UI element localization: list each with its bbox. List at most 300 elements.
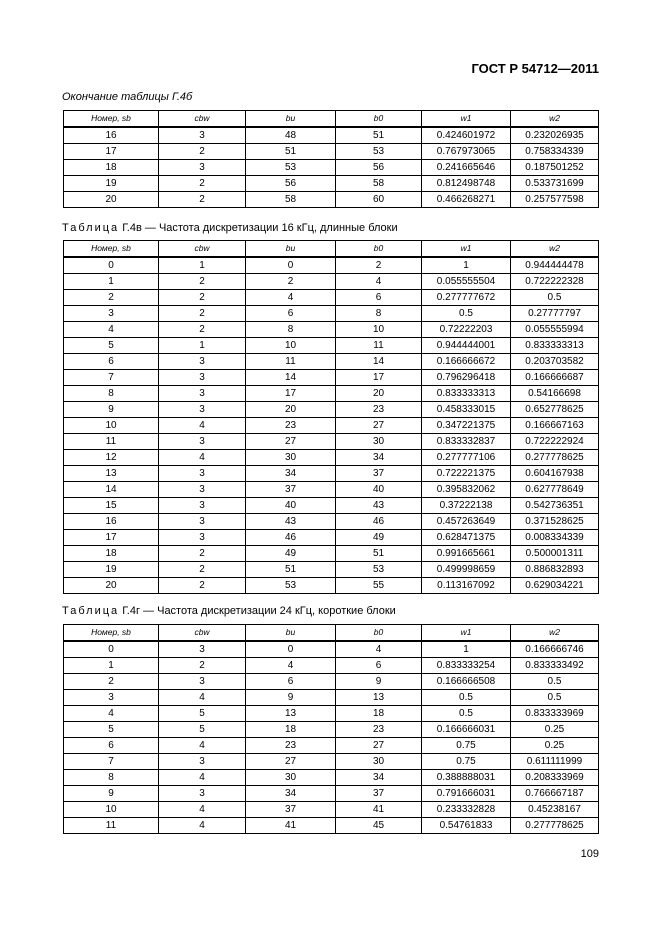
table-cell: 40 — [336, 482, 422, 498]
table-cell: 10 — [64, 802, 159, 818]
table-cell: 51 — [336, 546, 422, 562]
table-cell: 0.796296418 — [422, 370, 511, 386]
table-cell: 6 — [336, 290, 422, 306]
table-row — [64, 802, 599, 818]
table-caption — [62, 605, 396, 617]
table-cell: 46 — [336, 514, 422, 530]
column-header: w1 — [422, 625, 511, 642]
table-cell: 9 — [64, 786, 159, 802]
table-cell: 0.466268271 — [422, 192, 511, 208]
table-row — [64, 641, 599, 658]
table-cell: 2 — [159, 578, 246, 594]
caption-text: Г.4в — Частота дискретизации 16 кГц, длинные блоки — [119, 222, 398, 234]
table-cell: 0.542736351 — [511, 498, 599, 514]
table-cell: 43 — [246, 514, 336, 530]
table-row — [64, 482, 599, 498]
table-cell: 8 — [64, 386, 159, 402]
table-cell: 0 — [246, 257, 336, 274]
table-cell: 0.008334339 — [511, 530, 599, 546]
table-cell: 34 — [336, 770, 422, 786]
data-table-g4b-end — [63, 110, 599, 208]
table-cell: 11 — [64, 818, 159, 834]
table-cell: 5 — [159, 706, 246, 722]
table-cell: 2 — [159, 322, 246, 338]
table-cell: 0.45238167 — [511, 802, 599, 818]
table-cell: 1 — [422, 257, 511, 274]
column-header: Номер, sb — [64, 625, 159, 642]
table-cell: 3 — [159, 127, 246, 144]
table-cell: 17 — [336, 370, 422, 386]
table-cell: 2 — [64, 674, 159, 690]
table-cell: 6 — [64, 738, 159, 754]
table-cell: 0.833333313 — [422, 386, 511, 402]
table-row — [64, 658, 599, 674]
table-cell: 51 — [336, 127, 422, 144]
table-cell: 0.25 — [511, 738, 599, 754]
table-cell: 4 — [336, 274, 422, 290]
table-cell: 14 — [246, 370, 336, 386]
table-cell: 3 — [159, 370, 246, 386]
table-cell: 56 — [246, 176, 336, 192]
table-cell: 6 — [246, 674, 336, 690]
column-header: b0 — [336, 241, 422, 258]
table-cell: 3 — [159, 466, 246, 482]
table-cell: 1 — [422, 641, 511, 658]
table-row — [64, 450, 599, 466]
column-header: b0 — [336, 111, 422, 128]
table-cell: 10 — [64, 418, 159, 434]
table-cell: 4 — [159, 690, 246, 706]
table-cell: 4 — [159, 738, 246, 754]
table-cell: 0.5 — [511, 690, 599, 706]
table-cell: 0.758334339 — [511, 144, 599, 160]
table-cell: 5 — [64, 338, 159, 354]
table-cell: 9 — [64, 402, 159, 418]
column-header: bu — [246, 111, 336, 128]
table-cell: 0.166667163 — [511, 418, 599, 434]
table-cell: 0 — [64, 641, 159, 658]
caption-prefix: Таблица — [62, 605, 120, 617]
table-cell: 3 — [159, 434, 246, 450]
table-cell: 9 — [246, 690, 336, 706]
table-cell: 13 — [64, 466, 159, 482]
table-cell: 2 — [159, 274, 246, 290]
table-cell: 2 — [64, 290, 159, 306]
table-cell: 20 — [64, 578, 159, 594]
table-cell: 3 — [159, 514, 246, 530]
table-cell: 2 — [159, 192, 246, 208]
table-cell: 0.722222924 — [511, 434, 599, 450]
table-cell: 3 — [159, 402, 246, 418]
table-cell: 0.833333254 — [422, 658, 511, 674]
table-cell: 1 — [64, 274, 159, 290]
table-cell: 0.458333015 — [422, 402, 511, 418]
table-cell: 0.5 — [422, 690, 511, 706]
table-cell: 0.37222138 — [422, 498, 511, 514]
table-cell: 3 — [64, 306, 159, 322]
table-cell: 3 — [159, 674, 246, 690]
table-cell: 2 — [159, 562, 246, 578]
table-cell: 58 — [246, 192, 336, 208]
column-header: bu — [246, 625, 336, 642]
column-header: w1 — [422, 241, 511, 258]
table-cell: 6 — [336, 658, 422, 674]
table-row — [64, 498, 599, 514]
table-cell: 0.54166698 — [511, 386, 599, 402]
table-cell: 53 — [336, 144, 422, 160]
table-header-row — [64, 111, 599, 128]
caption-text: Окончание таблицы Г.4б — [62, 91, 193, 103]
table-cell: 60 — [336, 192, 422, 208]
table-cell: 51 — [246, 144, 336, 160]
table-cell: 17 — [246, 386, 336, 402]
table-cell: 0.75 — [422, 738, 511, 754]
table-cell: 0.277777106 — [422, 450, 511, 466]
table-cell: 16 — [64, 514, 159, 530]
table-cell: 0.5 — [511, 674, 599, 690]
table-cell: 0.203703582 — [511, 354, 599, 370]
table-cell: 6 — [246, 306, 336, 322]
table-cell: 19 — [64, 176, 159, 192]
table-cell: 4 — [64, 706, 159, 722]
table-caption — [62, 222, 398, 234]
table-cell: 3 — [159, 754, 246, 770]
table-cell: 53 — [246, 160, 336, 176]
table-cell: 20 — [336, 386, 422, 402]
column-header: Номер, sb — [64, 111, 159, 128]
table-cell: 58 — [336, 176, 422, 192]
table-row — [64, 257, 599, 274]
table-cell: 0.055555504 — [422, 274, 511, 290]
table-cell: 3 — [64, 690, 159, 706]
table-caption — [62, 91, 192, 103]
table-cell: 2 — [246, 274, 336, 290]
table-cell: 37 — [336, 466, 422, 482]
table-cell: 0.75 — [422, 754, 511, 770]
table-cell: 0.395832062 — [422, 482, 511, 498]
table-cell: 0.166666672 — [422, 354, 511, 370]
table-cell: 3 — [159, 354, 246, 370]
column-header: w2 — [511, 625, 599, 642]
table-cell: 0.628471375 — [422, 530, 511, 546]
table-cell: 13 — [336, 690, 422, 706]
table-cell: 2 — [159, 546, 246, 562]
table-cell: 49 — [246, 546, 336, 562]
table-cell: 56 — [336, 160, 422, 176]
table-cell: 9 — [336, 674, 422, 690]
table-cell: 0.187501252 — [511, 160, 599, 176]
table-cell: 6 — [64, 354, 159, 370]
table-cell: 0.72222203 — [422, 322, 511, 338]
document-code: ГОСТ Р 54712—2011 — [471, 61, 599, 76]
table-cell: 5 — [159, 722, 246, 738]
table-cell: 0.500001311 — [511, 546, 599, 562]
table-cell: 0.604167938 — [511, 466, 599, 482]
table-row — [64, 160, 599, 176]
table-row — [64, 370, 599, 386]
table-cell: 40 — [246, 498, 336, 514]
table-cell: 0.457263649 — [422, 514, 511, 530]
table-cell: 0.791666031 — [422, 786, 511, 802]
column-header: cbw — [159, 111, 246, 128]
table-row — [64, 338, 599, 354]
table-cell: 27 — [246, 754, 336, 770]
table-cell: 7 — [64, 370, 159, 386]
table-cell: 8 — [336, 306, 422, 322]
table-cell: 18 — [64, 546, 159, 562]
table-cell: 4 — [64, 322, 159, 338]
table-row — [64, 402, 599, 418]
table-cell: 10 — [336, 322, 422, 338]
table-cell: 0.54761833 — [422, 818, 511, 834]
table-cell: 14 — [336, 354, 422, 370]
table-cell: 11 — [64, 434, 159, 450]
table-cell: 0.767973065 — [422, 144, 511, 160]
table-cell: 0.371528625 — [511, 514, 599, 530]
table-cell: 20 — [246, 402, 336, 418]
table-cell: 0.166666031 — [422, 722, 511, 738]
table-row — [64, 127, 599, 144]
table-cell: 34 — [246, 466, 336, 482]
table-row — [64, 546, 599, 562]
table-row — [64, 514, 599, 530]
table-cell: 0.257577598 — [511, 192, 599, 208]
table-cell: 2 — [159, 290, 246, 306]
table-cell: 51 — [246, 562, 336, 578]
column-header: Номер, sb — [64, 241, 159, 258]
table-cell: 18 — [246, 722, 336, 738]
table-row — [64, 466, 599, 482]
table-cell: 8 — [246, 322, 336, 338]
table-cell: 3 — [159, 786, 246, 802]
table-cell: 30 — [336, 434, 422, 450]
table-row — [64, 722, 599, 738]
table-cell: 16 — [64, 127, 159, 144]
table-row — [64, 674, 599, 690]
table-row — [64, 770, 599, 786]
table-cell: 2 — [159, 144, 246, 160]
table-row — [64, 738, 599, 754]
table-cell: 2 — [159, 658, 246, 674]
table-cell: 0.277778625 — [511, 450, 599, 466]
table-row — [64, 578, 599, 594]
table-cell: 2 — [159, 306, 246, 322]
table-cell: 12 — [64, 450, 159, 466]
table-cell: 3 — [159, 386, 246, 402]
table-cell: 13 — [246, 706, 336, 722]
data-table-g4g — [63, 624, 599, 834]
table-row — [64, 434, 599, 450]
table-cell: 0.166666687 — [511, 370, 599, 386]
table-cell: 3 — [159, 530, 246, 546]
table-cell: 0.499998659 — [422, 562, 511, 578]
table-cell: 0.629034221 — [511, 578, 599, 594]
table-row — [64, 192, 599, 208]
table-cell: 45 — [336, 818, 422, 834]
table-cell: 30 — [336, 754, 422, 770]
table-cell: 0.722221375 — [422, 466, 511, 482]
table-cell: 0.944444001 — [422, 338, 511, 354]
table-cell: 4 — [336, 641, 422, 658]
column-header: cbw — [159, 241, 246, 258]
table-cell: 37 — [246, 482, 336, 498]
table-cell: 2 — [336, 257, 422, 274]
table-cell: 8 — [64, 770, 159, 786]
table-row — [64, 786, 599, 802]
table-row — [64, 354, 599, 370]
table-row — [64, 386, 599, 402]
table-cell: 10 — [246, 338, 336, 354]
table-cell: 0.25 — [511, 722, 599, 738]
table-cell: 0.5 — [511, 290, 599, 306]
table-row — [64, 690, 599, 706]
table-cell: 0.944444478 — [511, 257, 599, 274]
table-cell: 7 — [64, 754, 159, 770]
table-cell: 55 — [336, 578, 422, 594]
table-cell: 27 — [336, 738, 422, 754]
table-cell: 0.886832893 — [511, 562, 599, 578]
table-row — [64, 818, 599, 834]
table-cell: 1 — [159, 338, 246, 354]
table-cell: 53 — [246, 578, 336, 594]
table-cell: 23 — [336, 402, 422, 418]
caption-text: Г.4г — Частота дискретизации 24 кГц, короткие блоки — [119, 605, 396, 617]
table-cell: 30 — [246, 770, 336, 786]
column-header: b0 — [336, 625, 422, 642]
table-cell: 23 — [246, 418, 336, 434]
table-cell: 4 — [246, 658, 336, 674]
table-cell: 15 — [64, 498, 159, 514]
table-header-row — [64, 625, 599, 642]
table-cell: 0.113167092 — [422, 578, 511, 594]
table-cell: 11 — [246, 354, 336, 370]
table-cell: 0.833333969 — [511, 706, 599, 722]
table-cell: 0.424601972 — [422, 127, 511, 144]
table-cell: 41 — [336, 802, 422, 818]
column-header: w2 — [511, 241, 599, 258]
table-cell: 3 — [159, 160, 246, 176]
table-cell: 0.652778625 — [511, 402, 599, 418]
table-row — [64, 306, 599, 322]
table-cell: 30 — [246, 450, 336, 466]
table-cell: 4 — [159, 770, 246, 786]
page-number: 109 — [580, 848, 599, 860]
table-cell: 4 — [246, 290, 336, 306]
column-header: w2 — [511, 111, 599, 128]
table-cell: 3 — [159, 482, 246, 498]
table-cell: 4 — [159, 818, 246, 834]
table-row — [64, 562, 599, 578]
table-cell: 0.833333313 — [511, 338, 599, 354]
table-cell: 17 — [64, 530, 159, 546]
column-header: w1 — [422, 111, 511, 128]
table-cell: 0.166666508 — [422, 674, 511, 690]
table-cell: 34 — [336, 450, 422, 466]
table-cell: 0.722222328 — [511, 274, 599, 290]
table-cell: 0.232026935 — [511, 127, 599, 144]
data-table-g4v — [63, 240, 599, 594]
table-cell: 48 — [246, 127, 336, 144]
table-cell: 4 — [159, 418, 246, 434]
table-cell: 3 — [159, 641, 246, 658]
table-cell: 27 — [336, 418, 422, 434]
table-cell: 37 — [246, 802, 336, 818]
caption-prefix: Таблица — [62, 222, 120, 234]
table-cell: 34 — [246, 786, 336, 802]
table-cell: 0.991665661 — [422, 546, 511, 562]
table-cell: 0.166666746 — [511, 641, 599, 658]
table-row — [64, 322, 599, 338]
table-cell: 0 — [64, 257, 159, 274]
table-cell: 19 — [64, 562, 159, 578]
table-cell: 27 — [246, 434, 336, 450]
table-cell: 14 — [64, 482, 159, 498]
table-cell: 1 — [159, 257, 246, 274]
table-cell: 43 — [336, 498, 422, 514]
table-cell: 3 — [159, 498, 246, 514]
column-header: bu — [246, 241, 336, 258]
table-cell: 18 — [64, 160, 159, 176]
table-cell: 1 — [64, 658, 159, 674]
table-cell: 4 — [159, 802, 246, 818]
table-row — [64, 144, 599, 160]
table-row — [64, 274, 599, 290]
table-cell: 37 — [336, 786, 422, 802]
table-cell: 0.533731699 — [511, 176, 599, 192]
table-cell: 0.833333492 — [511, 658, 599, 674]
column-header: cbw — [159, 625, 246, 642]
table-cell: 0.5 — [422, 306, 511, 322]
table-cell: 0 — [246, 641, 336, 658]
table-cell: 23 — [336, 722, 422, 738]
table-cell: 0.277777672 — [422, 290, 511, 306]
table-row — [64, 290, 599, 306]
table-cell: 0.812498748 — [422, 176, 511, 192]
table-cell: 0.833332837 — [422, 434, 511, 450]
table-cell: 0.5 — [422, 706, 511, 722]
table-cell: 0.277778625 — [511, 818, 599, 834]
table-cell: 0.347221375 — [422, 418, 511, 434]
table-cell: 11 — [336, 338, 422, 354]
table-cell: 23 — [246, 738, 336, 754]
table-cell: 20 — [64, 192, 159, 208]
table-row — [64, 418, 599, 434]
table-cell: 0.388888031 — [422, 770, 511, 786]
table-cell: 53 — [336, 562, 422, 578]
table-cell: 0.233332828 — [422, 802, 511, 818]
table-cell: 0.055555994 — [511, 322, 599, 338]
table-row — [64, 754, 599, 770]
table-cell: 0.27777797 — [511, 306, 599, 322]
table-cell: 18 — [336, 706, 422, 722]
table-row — [64, 706, 599, 722]
table-row — [64, 176, 599, 192]
table-cell: 46 — [246, 530, 336, 546]
table-cell: 4 — [159, 450, 246, 466]
table-row — [64, 530, 599, 546]
table-cell: 2 — [159, 176, 246, 192]
table-cell: 0.208333969 — [511, 770, 599, 786]
table-cell: 0.241665646 — [422, 160, 511, 176]
table-cell: 0.611111999 — [511, 754, 599, 770]
table-cell: 49 — [336, 530, 422, 546]
table-cell: 17 — [64, 144, 159, 160]
table-header-row — [64, 241, 599, 258]
table-cell: 0.627778649 — [511, 482, 599, 498]
table-cell: 5 — [64, 722, 159, 738]
table-cell: 41 — [246, 818, 336, 834]
table-cell: 0.766667187 — [511, 786, 599, 802]
